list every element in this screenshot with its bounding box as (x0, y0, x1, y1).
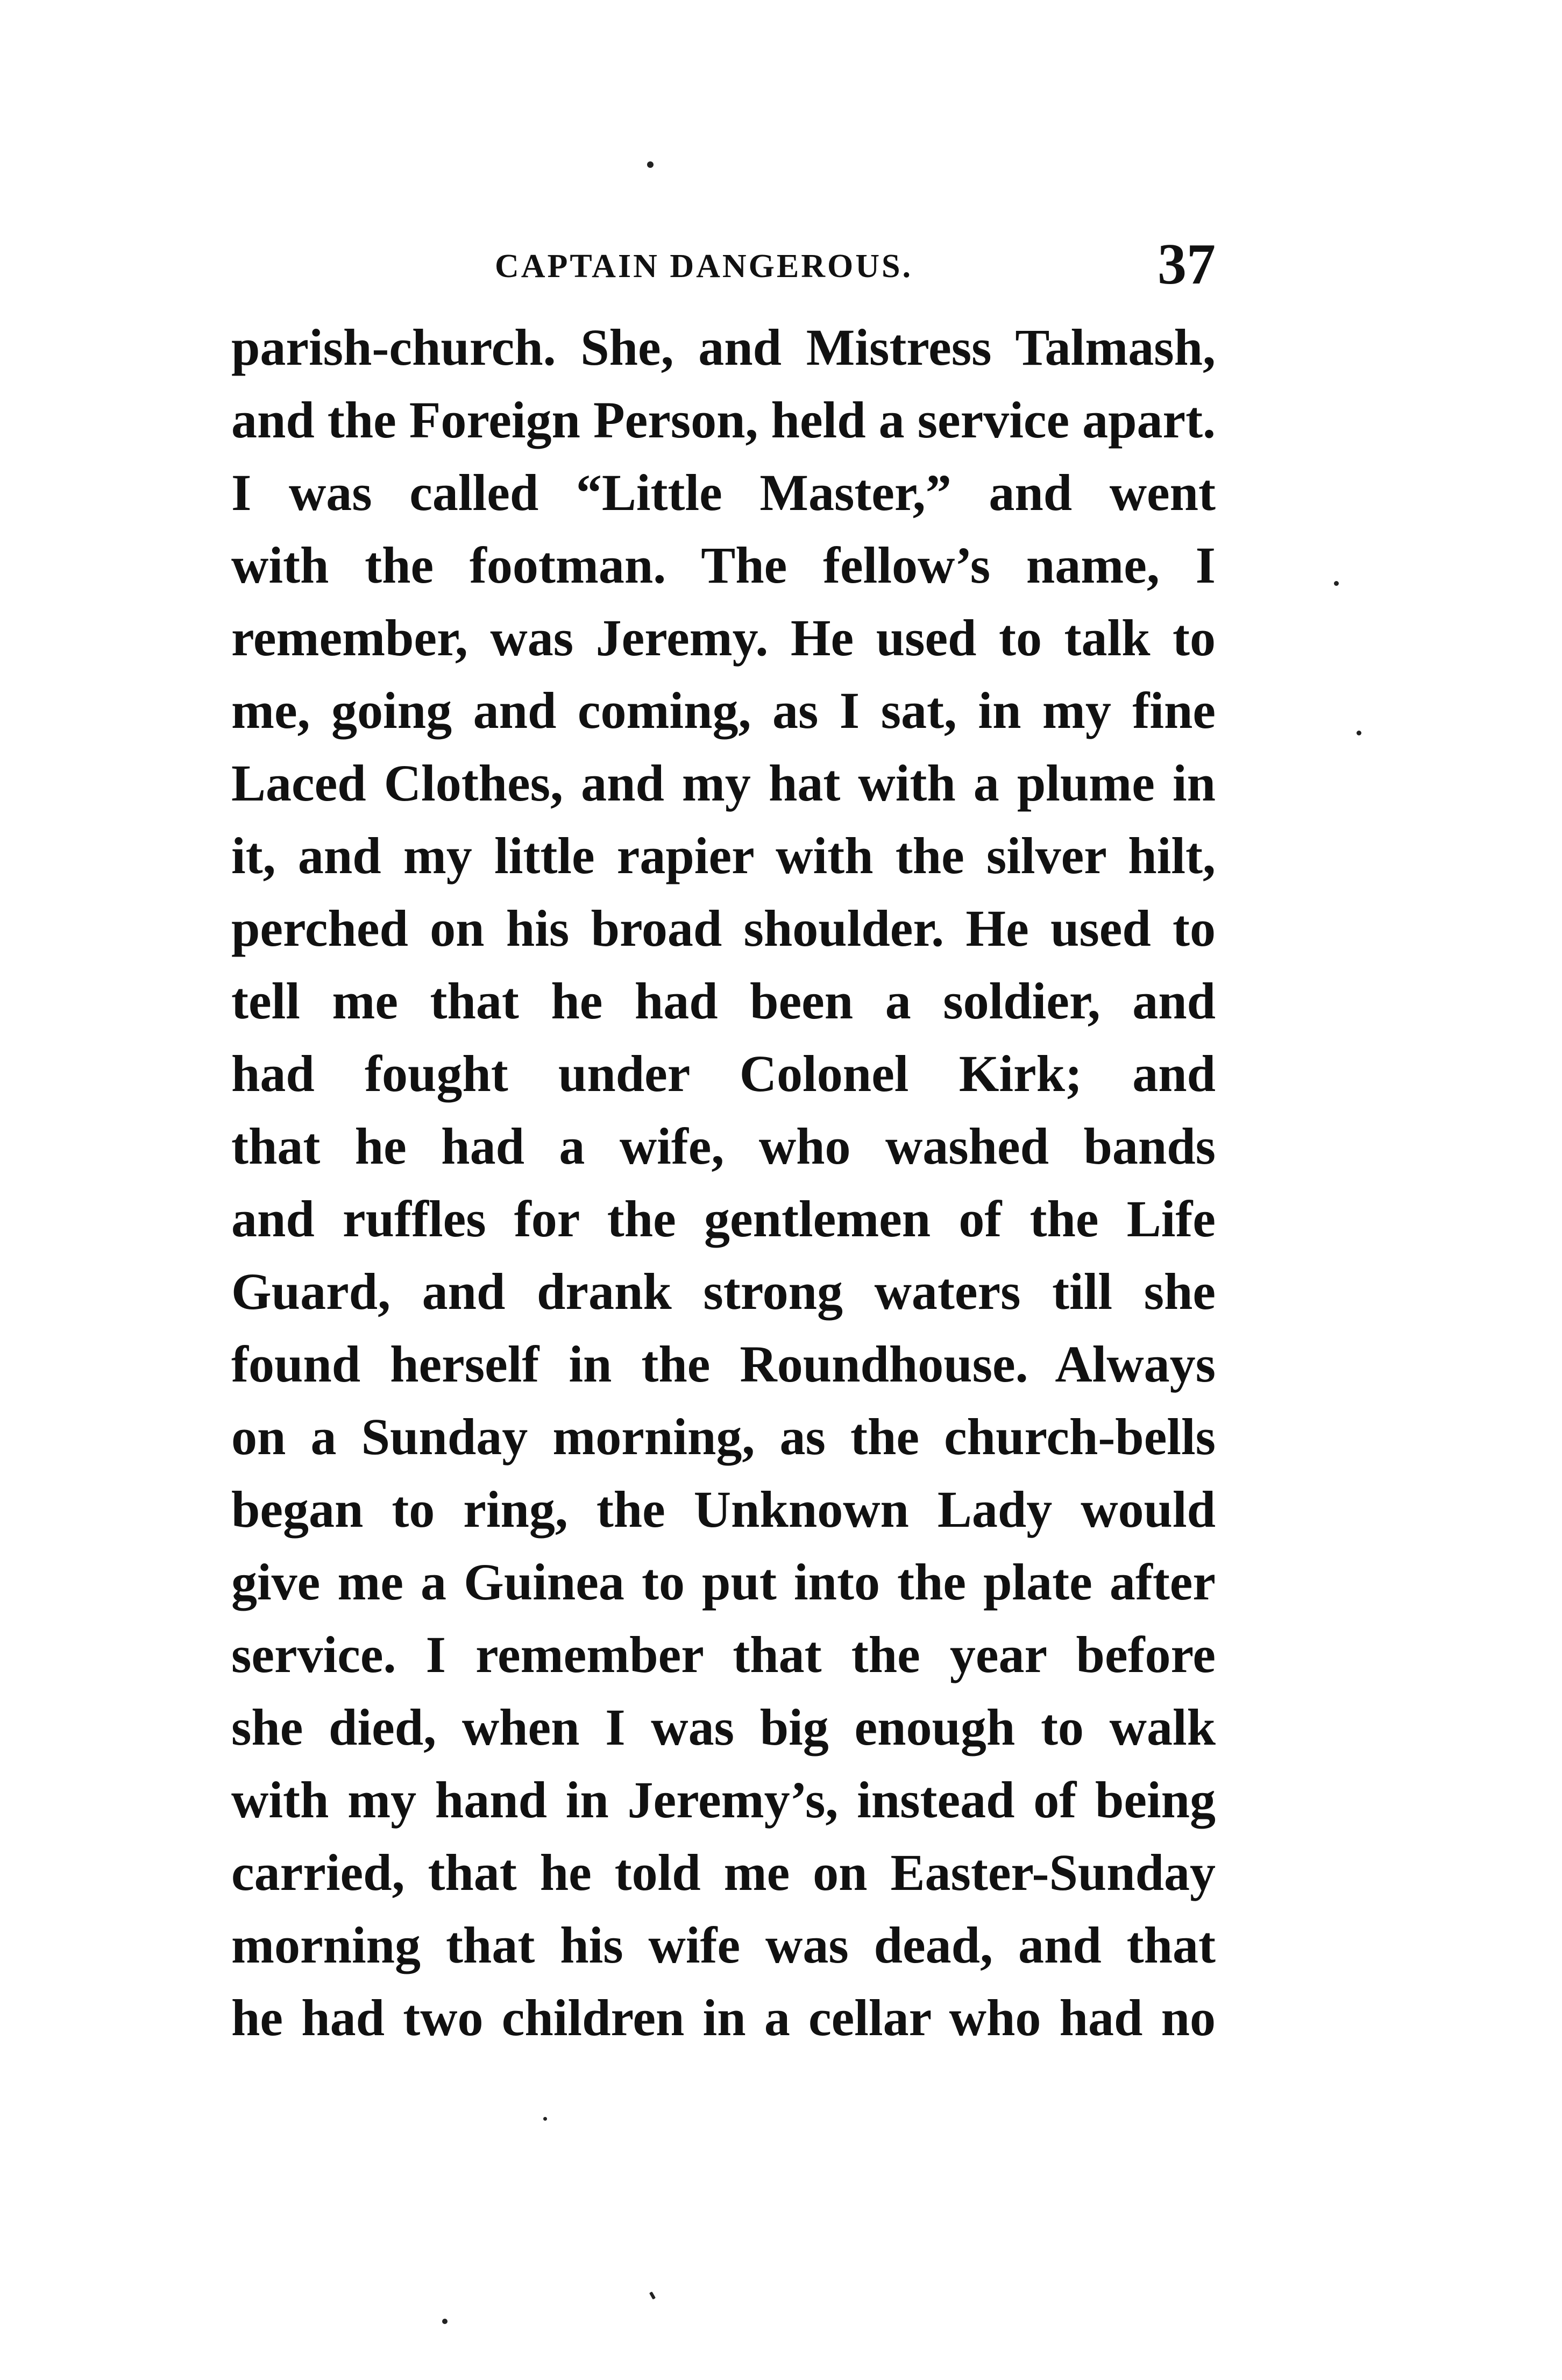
text-line: found herself in the Roundhouse. Always (231, 1335, 1216, 1393)
text-line: had fought under Colonel Kirk; and (231, 1045, 1216, 1102)
text-line: I was called “Little Master,” and went (231, 464, 1216, 521)
text-line: with my hand in Jeremy’s, instead of being (231, 1771, 1216, 1829)
text-line: me, going and coming, as I sat, in my fine (231, 682, 1216, 739)
body-text (231, 311, 1216, 2054)
text-line: perched on his broad shoulder. He used to (231, 899, 1216, 957)
running-title: CAPTAIN DANGEROUS. (495, 248, 913, 285)
text-line: and the Foreign Person, held a service apart. (231, 391, 1216, 449)
text-line: that he had a wife, who washed bands (231, 1117, 1216, 1175)
text-line: Guard, and drank strong waters till she (231, 1263, 1216, 1320)
text-line: it, and my little rapier with the silver hilt, (231, 827, 1216, 884)
text-line: he had two children in a cellar who had no (231, 1989, 1216, 2046)
text-line: service. I remember that the year before (231, 1626, 1216, 1683)
text-line: Laced Clothes, and my hat with a plume in (231, 754, 1216, 812)
text-line: remember, was Jeremy. He used to talk to (231, 609, 1216, 667)
print-speck (543, 2117, 547, 2121)
page-number: 37 (1158, 232, 1216, 296)
text-line: carried, that he told me on Easter-Sunday (231, 1844, 1216, 1901)
text-line: morning that his wife was dead, and that (231, 1916, 1216, 1974)
print-speck (1357, 731, 1361, 735)
text-line: tell me that he had been a soldier, and (231, 972, 1216, 1030)
text-line: parish-church. She, and Mistress Talmash, (231, 318, 1216, 376)
text-line: and ruffles for the gentlemen of the Life (231, 1190, 1216, 1248)
text-line: with the footman. The fellow’s name, I (231, 536, 1216, 594)
text-line: give me a Guinea to put into the plate after (231, 1553, 1216, 1611)
print-speck (647, 161, 654, 168)
text-line: on a Sunday morning, as the church-bells (231, 1408, 1216, 1465)
print-speck (442, 2319, 448, 2324)
print-speck (649, 2291, 656, 2299)
print-speck (1334, 581, 1339, 586)
text-line: she died, when I was big enough to walk (231, 1698, 1216, 1756)
text-line: began to ring, the Unknown Lady would (231, 1481, 1216, 1538)
running-head (231, 231, 1216, 296)
